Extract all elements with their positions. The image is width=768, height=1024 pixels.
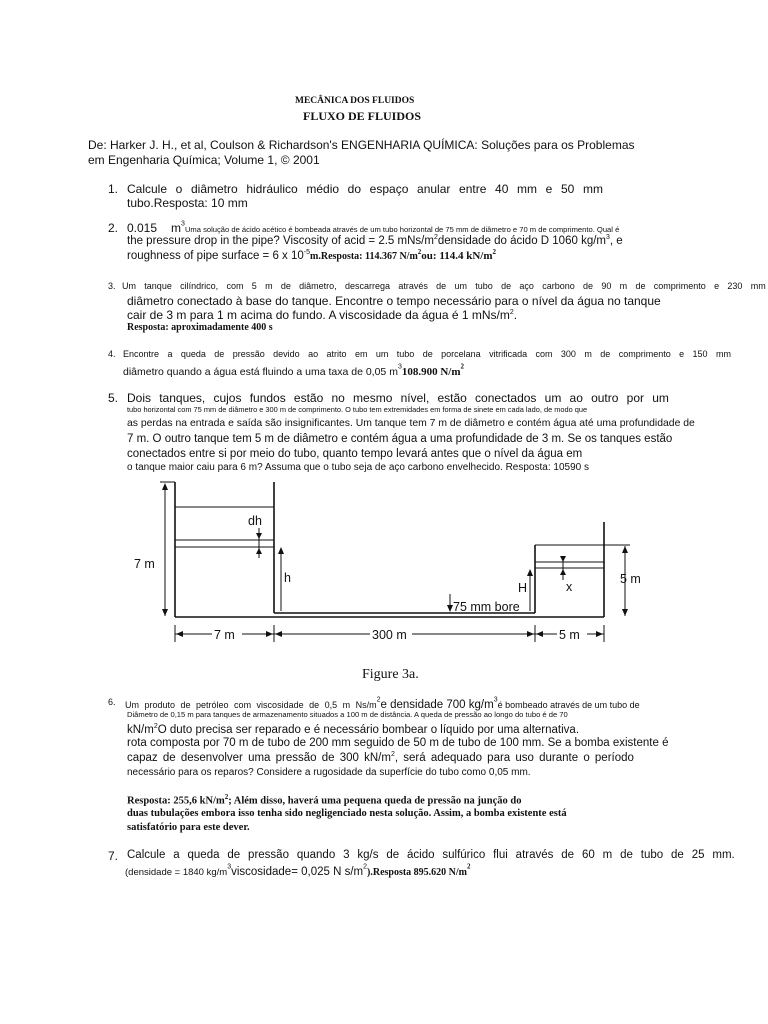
q7-word: a [173,849,180,861]
q1-word: o [175,182,183,196]
q5-line-4: 7 m. O outro tanque tem 5 m de diâmetro e contém água a uma profundidade de 3 m. Se os tanques estão [127,433,673,445]
q5-word: por [626,391,644,405]
q1-word: entre [459,182,487,196]
label-dim-300m: 300 m [372,628,407,642]
q3-word: 230 [727,281,743,291]
q6-answer-line-1 [127,793,522,807]
q2-answer-b: ou: 114.4 kN/m [421,249,493,262]
q6-line-5-sup: 2 [390,751,395,758]
q4-word: 150 [692,349,708,359]
q3-word: tubo [475,281,493,291]
q5-word: tanques, [159,391,206,405]
q2-number: 2. [108,221,119,235]
q3-line-3a: cair de 3 m para 1 m acima do fundo. A viscosidade da água é 1 mNs/m [127,308,510,322]
label-dh: dh [248,514,262,528]
q6-answer-1b: ; Além disso, haverá uma pequena queda de pressão na junção do [228,795,522,807]
q4-word: 300 [560,349,576,359]
q1-word: e [545,182,553,196]
q5-word: ao [569,391,583,405]
q5-word: outro [591,391,619,405]
q4-word: um [375,349,389,359]
q3-word: mm [750,281,766,291]
page-title: FLUXO DE FLUIDOS [303,109,422,123]
q4-word: mm [715,349,731,359]
q4-word: de [422,349,433,359]
q7-answer-sup: 2 [467,862,471,871]
q2-answer-a: m.Resposta: 114.367 N/m [310,250,418,262]
q1-word: mm [517,182,538,196]
q3-word: m [265,281,273,291]
q1-number: 1. [108,182,119,196]
q5-word: nível, [400,391,430,405]
label-H: H [518,581,528,595]
source-line-1: De: Harker J. H., et al, Coulson & Richardson's ENGENHARIA QUÍMICA: Soluções para os Problemas [88,138,635,152]
q6-number: 6. [108,697,116,707]
q4-word: a [167,349,173,359]
q3-word: descarrega [345,281,391,291]
q2-unit: m [171,221,182,235]
q6-answer-1a: Resposta: 255,6 kN/m [127,795,225,807]
q4-word: atrito [326,349,347,359]
q4-line-2a: diâmetro quando a água está fluindo a uma taxa de 0,05 m [123,366,398,378]
q3-number: 3. [108,281,116,291]
h-arrow-head [278,547,284,554]
q7-line-2 [125,862,471,880]
q7-line-2b: viscosidade= 0,025 N s/m [231,866,364,878]
q4-line-2-sup: 3 [397,363,402,371]
dh-arrow-up [256,548,262,554]
q4-word: porcelana [441,349,481,359]
q3-word: m [619,281,628,291]
q7-word: mm. [712,849,735,861]
q3-word: aço [519,281,534,291]
q5-line-1 [127,391,669,405]
dim-arrow-l1 [176,631,183,637]
q1-word: espaço [369,182,409,196]
label-h: h [284,571,291,585]
q5-word: um [652,391,669,405]
x-arrow-up [560,569,566,575]
q3-word: comprimento [653,281,706,291]
q3-word: de [436,281,447,291]
q7-word: sulfúrico [442,849,486,861]
q4-line-2 [123,362,464,380]
q3-word: diâmetro, [299,281,337,291]
q5-word: Dois [127,391,152,405]
q7-word: kg/s [357,849,379,861]
dim-7m-arrow-top [162,483,168,490]
dim-arrow-l2 [266,631,273,637]
q4-word: pressão [232,349,265,359]
q7-line-2-sup2: 2 [363,863,368,871]
q4-word: em [354,349,368,359]
q6-answer-line-3: satisfatório para este dever. [127,822,250,833]
q2-small-text: Uma solução de ácido acético é bombeada através de um tubo horizontal de 75 mm de diâmetro e 70 m de comprimento. Qual é [184,225,620,234]
q2-answer-sup: 2 [417,248,422,256]
q2-line-2-sup: 2 [433,234,438,241]
dim-7m-arrow-bottom [162,609,168,616]
q4-number: 4. [108,349,116,359]
q5-word: fundos [249,391,286,405]
figure-caption: Figure 3a. [362,667,419,682]
q3-word: tanque [144,281,172,291]
q3-word: e [714,281,720,291]
q5-number: 5. [108,391,119,405]
q2-line-2 [127,234,623,247]
q5-line-2: tubo horizontal com 75 mm de diâmetro e 300 m de comprimento. O tubo tem extremidades em forma de sinete em cada lado, de modo que [127,405,588,414]
dh-arrow-down [256,533,262,539]
dim-5m-arrow-top [622,546,628,553]
q3-word: através [398,281,428,291]
q4-answer: 108.900 N/m [401,366,461,378]
q5-line-5: conectados entre si por meio do tubo, quanto tempo levará antes que o nível da água em [127,448,583,460]
q3-answer: Resposta: aproximadamente 400 s [127,322,273,333]
q1-word: 40 [495,182,509,196]
q4-word: queda [180,349,206,359]
q7-word: pressão [248,849,289,861]
q4-word: comprimento [618,349,671,359]
q1-word: diâmetro [191,182,238,196]
q5-word: conectados [475,391,537,405]
q7-word: ácido [407,849,435,861]
dim-arrow-r1 [536,631,543,637]
q2-line-3a: roughness of pipe surface = 6 x 10 [127,249,304,262]
dim-arrow-m1 [275,631,282,637]
q6-line-5b: , será adequado para uso durante o período [394,751,634,764]
q3-word: de [583,281,594,291]
q7-word: queda [187,849,220,861]
q6-line-4: rota composta por 70 m de tubo de 200 mm seguido de 50 m de tubo de 100 mm. Se a bomba existente é [127,737,669,749]
dim-arrow-r2 [596,631,603,637]
q3-word: de [280,281,291,291]
q7-word: de [620,849,633,861]
q7-word: 3 [343,849,350,861]
label-x: x [566,580,573,594]
q2-line-2-sup2: 3 [606,234,610,241]
q3-line-3b: . [513,308,518,322]
q3-word: Um [122,281,136,291]
q4-word: m [584,349,592,359]
q7-answer: ).Resposta 895.620 N/m [367,867,468,878]
q6-answer-line-2: duas tubulações embora isso tenha sido negligenciado nesta solução. Assim, a bomba existente está [127,808,567,819]
q3-line-3 [127,308,517,322]
q4-answer-sup: 2 [460,362,465,371]
q1-word: 50 [560,182,575,196]
q2-answer-sup2: 2 [492,248,497,256]
q7-word: Calcule [127,849,166,861]
q2-line-3 [127,248,496,262]
q6-lead-sup: 2 [376,696,381,704]
q3-word: 5 [251,281,257,291]
q7-number: 7. [108,849,119,863]
q7-word: de [671,849,684,861]
q7-word: tubo [640,849,664,861]
q7-word: flui [493,849,508,861]
x-arrow-down [560,556,566,562]
q4-word: com [535,349,553,359]
q2-line-3-sup: -5 [303,249,311,256]
q4-word: Encontre [123,349,160,359]
q7-word: m [602,849,613,861]
q1-word: Calcule [127,182,168,196]
q1-line-1 [127,182,603,196]
q4-word: devido [273,349,300,359]
q3-word: carbono [542,281,575,291]
q7-word: 60 [581,849,595,861]
q7-line-2-sup: 3 [227,863,232,871]
q3-word: com [226,281,244,291]
q5-word: estão [293,391,324,405]
label-5m-height: 5 m [620,572,641,586]
q4-line-1 [123,349,731,359]
q6-line-5a: capaz de desenvolver uma pressão de 300 kN/m [127,751,391,764]
q6-line-3-sup: 2 [153,723,158,730]
q4-word: vitrificada [489,349,528,359]
q6-line-6: necessário para os reparos? Considere a rugosidade da superfície do tubo como 0,05 mm. [127,767,531,778]
q5-word: mesmo [353,391,393,405]
dim-arrow-m2 [527,631,534,637]
subject-heading: MECÂNICA DOS FLUIDOS [295,96,415,106]
q5-word: no [331,391,345,405]
figure-3a-diagram [120,476,660,648]
source-line-2: em Engenharia Química; Volume 1, © 2001 [88,153,320,167]
q6-answer-sup: 2 [224,793,229,801]
q7-word: de [561,849,575,861]
q6-line-3a: kN/m [127,723,154,736]
q2-line-2c: , e [609,234,623,247]
q3-word: 90 [601,281,612,291]
q2-line-2b: densidade do ácido D 1060 kg/m [437,234,606,247]
q3-line-2: diâmetro conectado à base do tanque. Encontre o tempo necessário para o nível da água no tanque [127,294,661,308]
q6-lead-2-sup: 3 [493,696,498,704]
q7-line-1 [127,849,735,861]
q5-line-3: as perdas na entrada e saída são insignificantes. Um tanque tem 7 m de diâmetro e contém água até uma profundidade de [127,418,695,429]
q6-lead: Um produto de petróleo com viscosidade de 0,5 m Ns/m [125,700,377,710]
q4-word: tubo [396,349,415,359]
q1-answer: tubo.Resposta: 10 mm [127,196,248,210]
dim-5m-arrow-bottom [622,609,628,616]
q3-word: cilíndrico, [180,281,219,291]
q1-word: mm [582,182,603,196]
q5-word: estão [437,391,467,405]
q5-line-6: o tanque maior caiu para 6 m? Assuma que o tubo seja de aço carbono envelhecido. Resposta: 10590 s [127,462,589,473]
q2-unit-sup: 3 [181,220,185,228]
q3-word: um [454,281,467,291]
q1-word: anular [417,182,451,196]
q6-line-3b: O duto precisa ser reparado e é necessário bombear o líquido por uma alternativa. [157,723,580,736]
label-dim-5m: 5 m [559,628,580,642]
q2-line-2a: the pressure drop in the pipe? Viscosity of acid = 2.5 mNs/m [127,234,434,247]
q6-line-5 [127,751,634,764]
q6-line-3 [127,723,579,736]
q3-line-1 [122,281,766,291]
q1-word: médio [306,182,340,196]
q1-word: do [347,182,362,196]
label-7m-height: 7 m [134,557,155,571]
q7-word: 25 [691,849,705,861]
q7-word: através [515,849,554,861]
q5-word: cujos [213,391,242,405]
q7-word: de [386,849,400,861]
label-dim-7m: 7 m [214,628,235,642]
q7-word: quando [296,849,336,861]
q7-line-2a: (densidade = 1840 kg/m [125,867,228,878]
q4-word: ao [308,349,319,359]
q1-word: hidráulico [246,182,298,196]
q7-word: de [227,849,241,861]
label-75mm-bore: 75 mm bore [453,600,520,614]
q2-lead: 0.015 [127,221,158,235]
q4-word: de [214,349,225,359]
q3-word: de [635,281,646,291]
q3-word: de [501,281,512,291]
q3-line-3-sup: 2 [509,309,514,316]
q5-word: um [544,391,562,405]
q4-word: de [600,349,611,359]
q6-line-2: Diâmetro de 0,15 m para tanques de armazenamento situados a 100 m de distância. A queda de pressão ao longo do tubo é de 70 [127,710,568,719]
H-arrow-head [527,569,533,576]
q6-lead-3: é bombeado através de um tubo de [497,700,640,710]
q4-word: e [679,349,685,359]
q6-lead-2: e densidade 700 kg/m [380,699,494,711]
